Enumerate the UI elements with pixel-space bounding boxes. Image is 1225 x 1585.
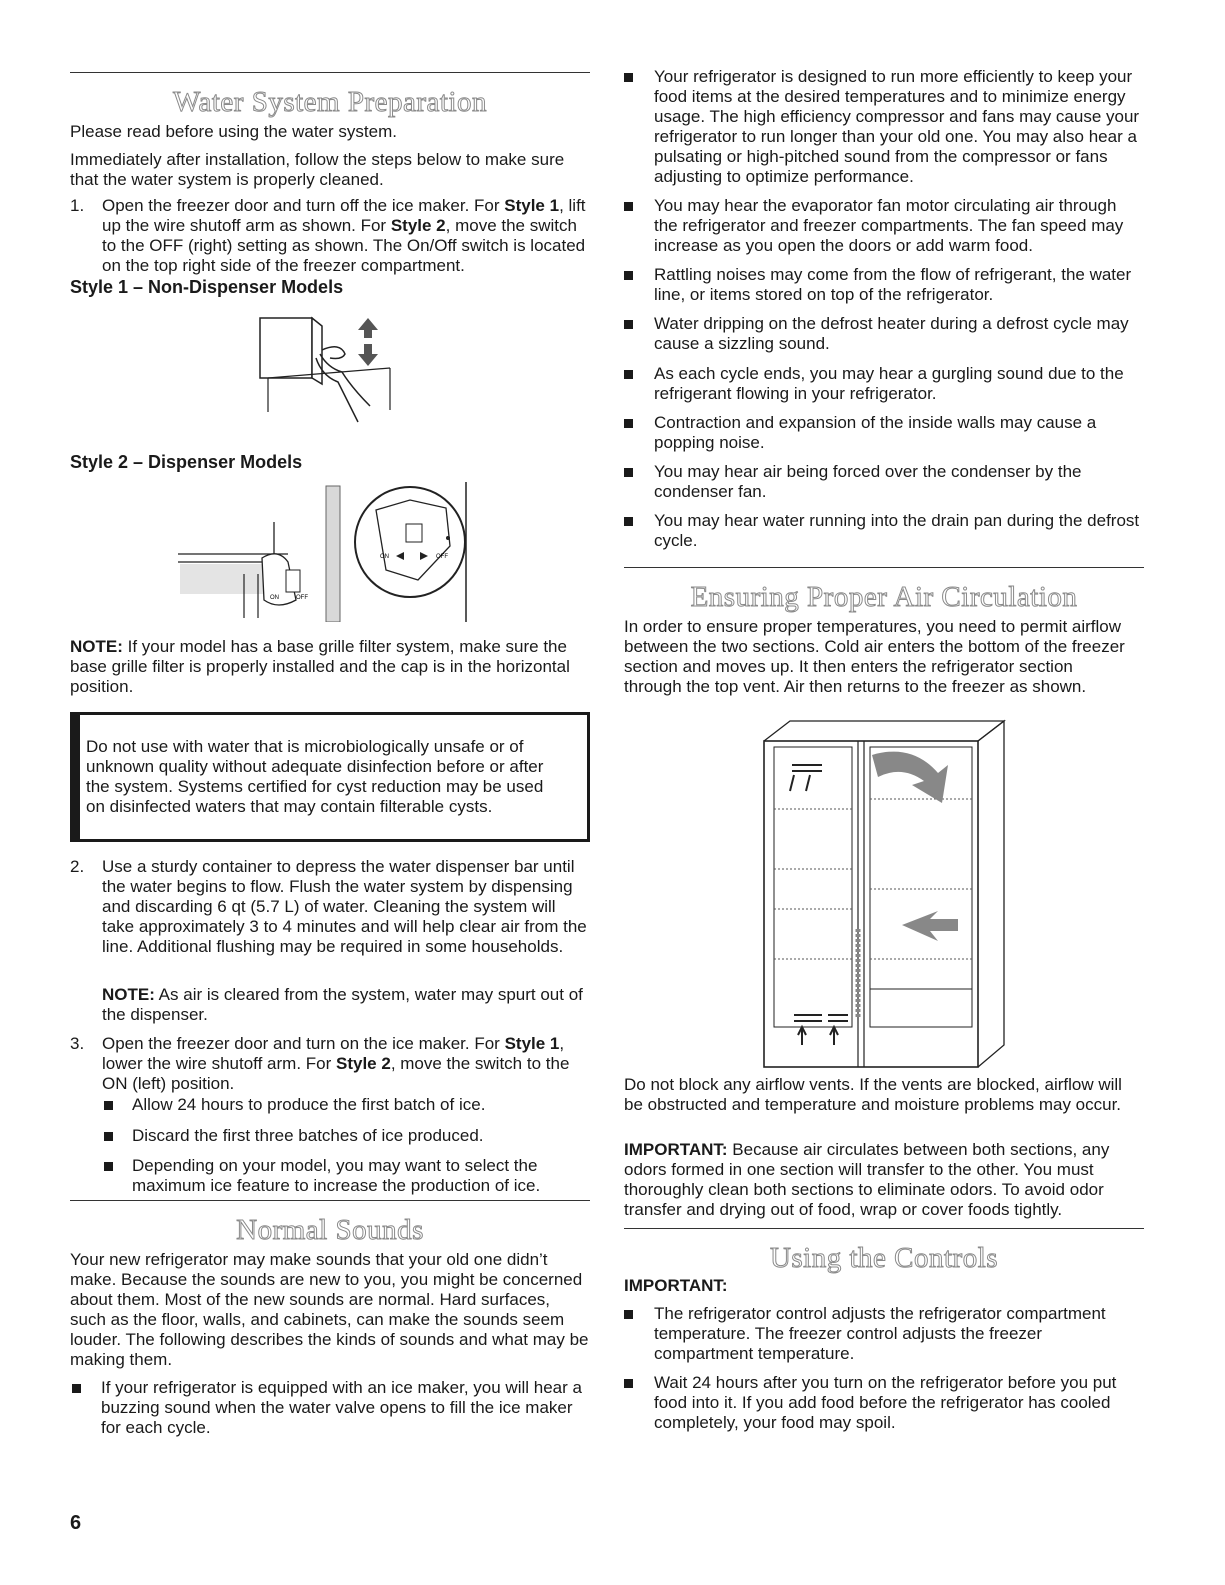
bullet-icon [104, 1101, 113, 1110]
section-heading-water-system: Water System Preparation [172, 86, 488, 118]
step-number: 2. [70, 857, 85, 876]
list-item: Contraction and expansion of the inside walls may cause a popping noise. [654, 413, 1097, 452]
style-2-label: Style 2 – Dispenser Models [70, 452, 303, 472]
list-item: You may hear water running into the drain pan during the defrost cycle. [654, 511, 1140, 550]
bullet-icon [624, 73, 633, 82]
section-heading-normal-sounds: Normal Sounds [236, 1214, 424, 1246]
ice-maker-style1-illustration [250, 310, 400, 430]
step-1-text: Open the freezer door and turn off the ice maker. For Style 1, lift up the wire shutoff arm as shown. For Style 2, move the switch to the OFF (right) setting as shown. The On/Off switch is located on the top right side of the freezer compartment. [102, 196, 586, 275]
bullet-icon [624, 1310, 633, 1319]
important-label: IMPORTANT: [624, 1276, 728, 1295]
paragraph: Your new refrigerator may make sounds that your old one didn’t make. Because the sounds are new to you, you might be concerned about them. Most of the new sounds are normal. Hard surfaces, such as the floor, walls, and cabinets, can make the sounds seem louder. The following describes the kinds of sounds and what may be making them. [70, 1250, 589, 1369]
warning-box [70, 712, 590, 842]
section-heading-controls: Using the Controls [769, 1242, 999, 1274]
svg-text:ON: ON [380, 554, 389, 560]
ice-maker-style2-illustration [178, 482, 478, 622]
bullet-icon [624, 1379, 633, 1388]
page-number: 6 [70, 1512, 82, 1534]
bullet-icon [624, 271, 633, 280]
bullet-icon [624, 517, 633, 526]
list-item: Rattling noises may come from the flow of refrigerant, the water line, or items stored on top of the refrigerator. [654, 265, 1132, 304]
svg-text:OFF: OFF [296, 595, 308, 601]
step-number: 3. [70, 1034, 85, 1053]
step-2-note: NOTE: As air is cleared from the system, water may spurt out of the dispenser. [102, 985, 583, 1024]
warning-text: Do not use with water that is microbiologically unsafe or of unknown quality without adequate disinfection before or after the system. Systems certified for cyst reduction may be used on disinfected waters that may contain filterable cysts. [86, 737, 544, 816]
bullet-icon [624, 468, 633, 477]
section-rule [70, 72, 590, 73]
paragraph: In order to ensure proper temperatures, you need to permit airflow between the two sections. Cold air enters the bottom of the freezer section and moves up. It then enters the refrigerator section through the top vent. Air then returns to the freezer as shown. [624, 617, 1125, 696]
svg-text:ON: ON [270, 595, 279, 601]
important-paragraph: IMPORTANT: Because air circulates between both sections, any odors formed in one section will transfer to the other. You must thoroughly clean both sections to eliminate odors. To avoid odor transfer and drying out of food, wrap or cover foods tightly. [624, 1140, 1110, 1219]
list-item: You may hear air being forced over the condenser by the condenser fan. [654, 462, 1082, 501]
paragraph: Immediately after installation, follow the steps below to make sure that the water system is properly cleaned. [70, 150, 565, 189]
list-item: Wait 24 hours after you turn on the refrigerator before you put food into it. If you add food before the refrigerator has cooled completely, your food may spoil. [654, 1373, 1117, 1432]
section-rule [624, 1228, 1144, 1229]
list-item: If your refrigerator is equipped with an ice maker, you will hear a buzzing sound when the water valve opens to fill the ice maker for each cycle. [101, 1378, 582, 1437]
section-rule [624, 567, 1144, 568]
note-paragraph: NOTE: If your model has a base grille filter system, make sure the base grille filter is properly installed and the cap is in the horizontal position. [70, 637, 570, 696]
bullet-icon [624, 320, 633, 329]
step-2-text: Use a sturdy container to depress the water dispenser bar until the water begins to flow. Flush the water system by dispensing and discarding 6 qt (5.7 L) of water. Cleaning the system will take approximately 3 to 4 minutes and will help clear air from the line. Additional flushing may be required in some households. [102, 857, 587, 956]
step-3-text: Open the freezer door and turn on the ice maker. For Style 1, lower the wire shutoff arm. For Style 2, move the switch to the ON (left) position. [102, 1034, 570, 1093]
list-item: As each cycle ends, you may hear a gurgling sound due to the refrigerant flowing in your refrigerator. [654, 364, 1124, 403]
bullet-icon [104, 1132, 113, 1141]
list-item: Water dripping on the defrost heater during a defrost cycle may cause a sizzling sound. [654, 314, 1129, 353]
air-circulation-illustration [762, 719, 1006, 1071]
list-item: Allow 24 hours to produce the first batch of ice. [132, 1095, 486, 1114]
bullet-icon [624, 419, 633, 428]
bullet-icon [624, 202, 633, 211]
bullet-icon [624, 370, 633, 379]
list-item: Discard the first three batches of ice produced. [132, 1126, 484, 1145]
style-1-label: Style 1 – Non-Dispenser Models [70, 277, 344, 297]
section-heading-air-circulation: Ensuring Proper Air Circulation [690, 581, 1078, 613]
paragraph: Please read before using the water system. [70, 122, 397, 141]
list-item: The refrigerator control adjusts the refrigerator compartment temperature. The freezer control adjusts the freezer compartment temperature. [654, 1304, 1106, 1363]
list-item: You may hear the evaporator fan motor circulating air through the refrigerator and freezer compartments. The fan speed may increase as you open the doors or add warm food. [654, 196, 1124, 255]
paragraph: Do not block any airflow vents. If the vents are blocked, airflow will be obstructed and temperature and moisture problems may occur. [624, 1075, 1122, 1114]
bullet-icon [104, 1162, 113, 1171]
bullet-icon [72, 1384, 81, 1393]
list-item: Your refrigerator is designed to run more efficiently to keep your food items at the desired temperatures and to minimize energy usage. The high efficiency compressor and fans may cause your refrigerator to run longer than your old one. You may also hear a pulsating or high-pitched sound from the compressor or fans adjusting to optimize performance. [654, 67, 1140, 186]
list-item: Depending on your model, you may want to select the maximum ice feature to increase the production of ice. [132, 1156, 541, 1195]
section-rule [70, 1200, 590, 1201]
svg-text:OFF: OFF [436, 554, 448, 560]
step-number: 1. [70, 196, 85, 215]
